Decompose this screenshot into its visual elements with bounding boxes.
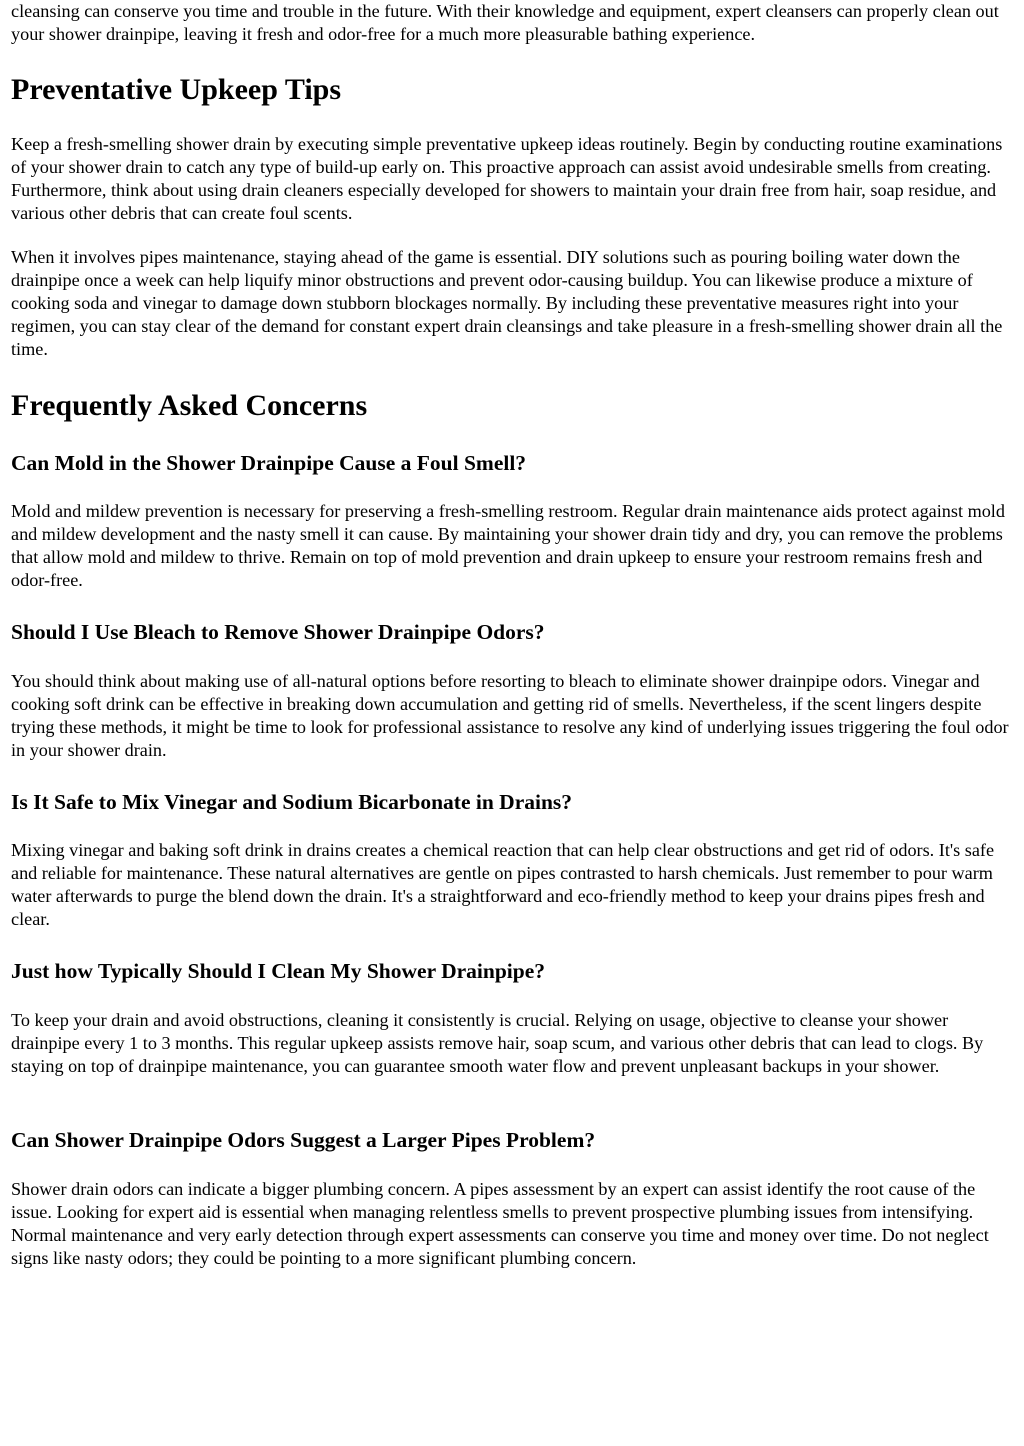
section-heading-upkeep: Preventative Upkeep Tips [11,73,342,106]
faq-answer: Mixing vinegar and baking soft drink in drains creates a chemical reaction that can help clear obstructions and get rid of odors. It's safe and reliable for maintenance. These natural alternatives are gentle on pipes contrasted to harsh chemicals. Just remember to pour warm water afterwards to purge the blend down the drain. It's a straightforward and eco-friendly method to keep your drains pipes fresh and clear. [11,840,995,930]
faq-answer: You should think about making use of all-natural options before resorting to bleach to eliminate shower drainpipe odors. Vinegar and cooking soft drink can be effective in breaking down accumulation and getting rid of smells. Nevertheless, if the scent lingers despite trying these methods, it might be time to look for professional assistance to resolve any kind of underlying issues triggering the foul odor in your shower drain. [11,671,1009,761]
section-heading-faq: Frequently Asked Concerns [11,389,368,422]
faq-question: Is It Safe to Mix Vinegar and Sodium Bicarbonate in Drains? [11,790,573,814]
faq-answer: To keep your drain and avoid obstructions, cleaning it consistently is crucial. Relying on usage, objective to cleanse your shower drainpipe every 1 to 3 months. This regular upkeep assists remove hair, soap scum, and various other debris that can lead to clogs. By staying on top of drainpipe maintenance, you can guarantee smooth water flow and prevent unpleasant backups in your shower. [11,1010,984,1077]
faq-answer: Mold and mildew prevention is necessary for preserving a fresh-smelling restroom. Regular drain maintenance aids protect against mold and mildew development and the nasty smell it can cause. By maintaining your shower drain tidy and dry, you can remove the problems that allow mold and mildew to thrive. Remain on top of mold prevention and drain upkeep to ensure your restroom remains fresh and odor-free. [11,501,1005,591]
faq-answer: Shower drain odors can indicate a bigger plumbing concern. A pipes assessment by an expert can assist identify the root cause of the issue. Looking for expert aid is essential when managing relentless smells to prevent prospective plumbing issues from intensifying. Normal maintenance and very early detection through expert assessments can conserve you time and money over time. Do not neglect signs like nasty odors; they could be pointing to a more significant plumbing concern. [11,1179,989,1269]
faq-question: Can Shower Drainpipe Odors Suggest a Larger Pipes Problem? [11,1128,596,1152]
faq-question: Should I Use Bleach to Remove Shower Drainpipe Odors? [11,620,545,644]
faq-question: Just how Typically Should I Clean My Shower Drainpipe? [11,959,546,983]
faq-question: Can Mold in the Shower Drainpipe Cause a Foul Smell? [11,451,527,475]
upkeep-paragraph: Keep a fresh-smelling shower drain by executing simple preventative upkeep ideas routinely. Begin by conducting routine examinations of your shower drain to catch any type of build-up early on. This proactive approach can assist avoid undesirable smells from creating. Furthermore, think about using drain cleaners especially developed for showers to maintain your drain free from hair, soap residue, and various other debris that can create foul scents. [11,134,1003,224]
upkeep-paragraph: When it involves pipes maintenance, staying ahead of the game is essential. DIY solutions such as pouring boiling water down the drainpipe once a week can help liquify minor obstructions and prevent odor-causing buildup. You can likewise produce a mixture of cooking soda and vinegar to damage down stubborn blockages normally. By including these preventative measures right into your regimen, you can stay clear of the demand for constant expert drain cleansings and take pleasure in a fresh-smelling shower drain all the time. [11,247,1003,360]
intro-paragraph: cleansing can conserve you time and trouble in the future. With their knowledge and equipment, expert cleansers can properly clean out your shower drainpipe, leaving it fresh and odor-free for a much more pleasurable bathing experience. [11,1,999,45]
